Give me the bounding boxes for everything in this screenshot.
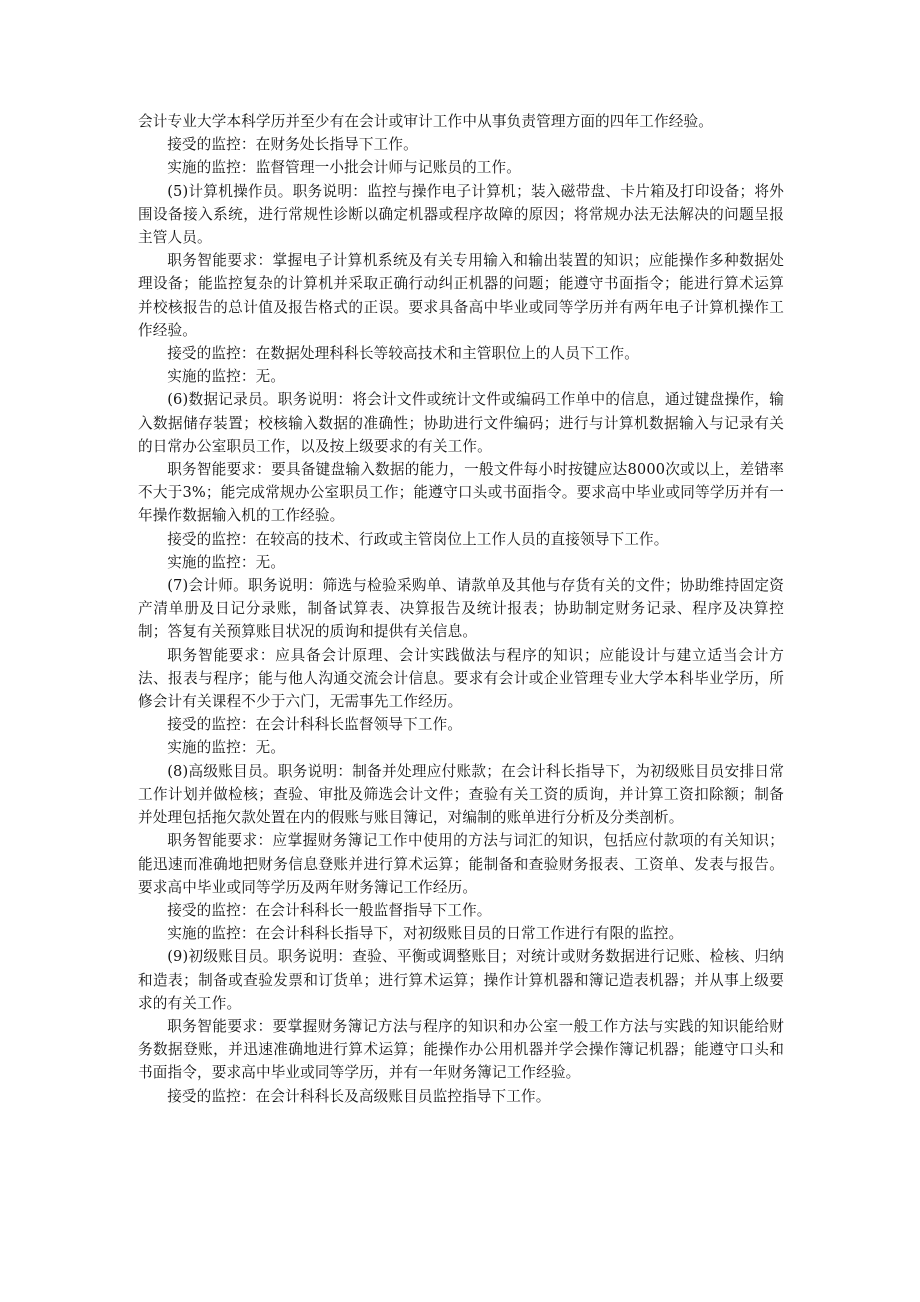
paragraph-computer-operator: (5)计算机操作员。职务说明：监控与操作电子计算机；装入磁带盘、卡片箱及打印设备；将外围设备接入系统，进行常规性诊断以确定机器或程序故障的原因；将常规办法无法解决的问题呈报主管人员。 (138, 182, 784, 247)
paragraph-requirements: 职务智能要求：要掌握财务簿记方法与程序的知识和办公室一般工作方法与实践的知识能给财务数据登账，并迅速准确地进行算术运算；能操作办公用机器并学会操作簿记机器；能遵守口头和书面指令，要求高中毕业或同等学历，并有一年财务簿记工作经验。 (138, 1017, 784, 1082)
paragraph-requirements: 职务智能要求：掌握电子计算机系统及有关专用输入和输出装置的知识；应能操作多种数据处理设备；能监控复杂的计算机并采取正确行动纠正机器的问题；能遵守书面指令；能进行算术运算并校核报告的总计值及报告格式的正误。要求具备高中毕业或同等学历并有两年电子计算机操作工作经验。 (138, 252, 784, 339)
paragraph-data-entry-clerk: (6)数据记录员。职务说明：将会计文件或统计文件或编码工作单中的信息，通过键盘操作，输入数据储存装置；校核输入数据的准确性；协助进行文件编码；进行与计算机数据输入与记录有关的日常办公室职员工作，以及按上级要求的有关工作。 (138, 391, 784, 455)
paragraph-supervision-exercised: 实施的监控：无。 (167, 739, 286, 757)
paragraph-junior-account-clerk: (9)初级账目员。职务说明：查验、平衡或调整账目；对统计或财务数据进行记账、检核、归纳和造表；制备或查验发票和订货单；进行算术运算；操作计算机器和簿记造表机器；并从事上级要求的有关工作。 (138, 948, 784, 1012)
paragraph-requirements: 职务智能要求：应具备会计原理、会计实践做法与程序的知识；应能设计与建立适当会计方法、报表与程序；能与他人沟通交流会计信息。要求有会计或企业管理专业大学本科毕业学历，所修会计有关课程不少于六门，无需事先工作经历。 (138, 646, 784, 711)
paragraph-supervision-received: 接受的监控：在会计科科长及高级账目员监控指导下工作。 (167, 1087, 551, 1105)
paragraph-requirements: 职务智能要求：应掌握财务簿记工作中使用的方法与词汇的知识，包括应付款项的有关知识；能迅速而准确地把财务信息登账并进行算术运算；能制备和查验财务报表、工资单、发表与报告。要求高中毕业或同等学历及两年财务簿记工作经历。 (138, 832, 784, 896)
paragraph-requirements: 职务智能要求：要具备键盘输入数据的能力，一般文件每小时按键应达8000次或以上，差错率不大于3%；能完成常规办公室职员工作；能遵守口头或书面指令。要求高中毕业或同等学历并有一年操作数据输入机的工作经验。 (138, 461, 784, 525)
paragraph-senior-account-clerk: (8)高级账目员。职务说明：制备并处理应付账款；在会计科长指导下，为初级账目员安排日常工作计划并做检核；查验、审批及筛选会计文件；查验有关工资的质询，并计算工资扣除额；制备并处理包括拖欠款处置在内的假账与账目簿记，对编制的账单进行分析及分类剖析。 (138, 762, 784, 827)
paragraph-supervision-received: 接受的监控：在会计科科长一般监督指导下工作。 (167, 901, 492, 919)
paragraph-supervision-received: 接受的监控：在财务处长指导下工作。 (167, 136, 418, 154)
paragraph-supervision-exercised: 实施的监控：在会计科科长指导下，对初级账目员的日常工作进行有限的监控。 (167, 925, 684, 943)
paragraph-supervision-exercised: 实施的监控：无。 (167, 368, 286, 386)
paragraph-supervision-received: 接受的监控：在数据处理科科长等较高技术和主管职位上的人员下工作。 (167, 345, 639, 363)
paragraph-supervision-exercised: 实施的监控：监督管理一小批会计师与记账员的工作。 (167, 159, 522, 177)
document-body (138, 110, 784, 1108)
paragraph-supervision-received: 接受的监控：在会计科科长监督领导下工作。 (167, 716, 463, 734)
paragraph-continuation: 会计专业大学本科学历并至少有在会计或审计工作中从事负责管理方面的四年工作经验。 (138, 113, 714, 130)
paragraph-accountant: (7)会计师。职务说明：筛选与检验采购单、请款单及其他与存货有关的文件；协助维持固定资产清单册及日记分录账，制备试算表、决算报告及统计报表；协助制定财务记录、程序及决算控制；答复有关预算账目状况的质询和提供有关信息。 (138, 577, 784, 641)
paragraph-supervision-received: 接受的监控：在较高的技术、行政或主管岗位上工作人员的直接领导下工作。 (167, 530, 669, 548)
paragraph-supervision-exercised: 实施的监控：无。 (167, 553, 286, 571)
